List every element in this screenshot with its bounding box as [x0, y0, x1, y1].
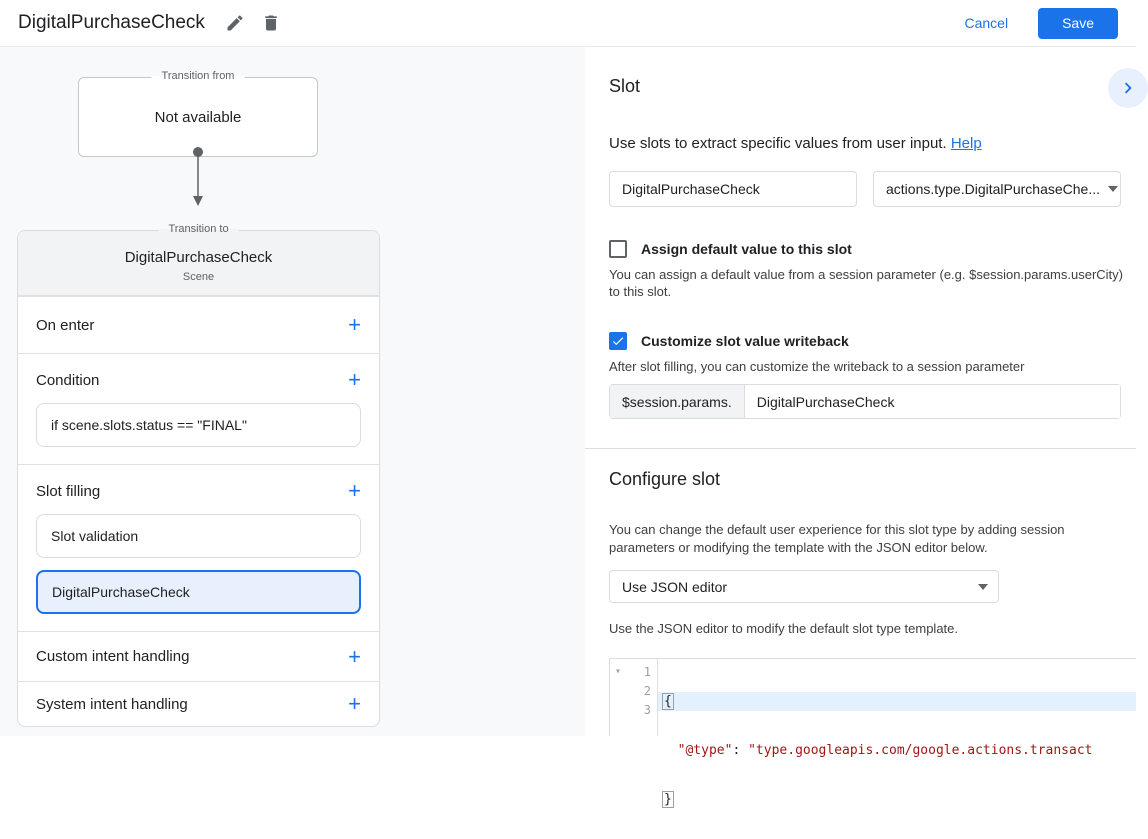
system-intent-row[interactable]: [18, 681, 379, 726]
add-slot-button[interactable]: [348, 480, 361, 502]
delete-scene-button[interactable]: [257, 9, 285, 37]
line-number: 2: [643, 683, 651, 698]
condition-chip[interactable]: if scene.slots.status == "FINAL": [36, 403, 361, 447]
custom-intent-row[interactable]: [18, 631, 379, 681]
scene-card-header[interactable]: [18, 223, 379, 296]
slot-fields-row: [609, 171, 1121, 207]
line-number: 1: [643, 664, 651, 679]
transition-from-tag: Transition from: [152, 70, 245, 82]
cancel-button[interactable]: Cancel: [964, 15, 1009, 31]
slot-type-select[interactable]: [873, 171, 1121, 207]
slot-filling-label: Slot filling: [36, 482, 101, 500]
plus-icon: +: [348, 643, 361, 669]
add-system-intent-button[interactable]: [348, 693, 361, 715]
code-line-3[interactable]: [658, 790, 1136, 809]
editor-mode-value: Use JSON editor: [622, 578, 728, 595]
help-link[interactable]: Help: [950, 135, 982, 152]
writeback-checkbox[interactable]: [609, 332, 627, 350]
slot-intro-text: [609, 135, 982, 152]
slot-name-input[interactable]: [609, 171, 857, 207]
edit-title-button[interactable]: [221, 9, 249, 37]
add-on-enter-button[interactable]: [348, 314, 361, 336]
fold-toggle-icon[interactable]: ▾: [614, 666, 622, 677]
transition-to-tag: Transition to: [158, 223, 238, 235]
editor-code-area[interactable]: [658, 659, 1136, 807]
assign-default-description: You can assign a default value from a session parameter (e.g. $session.params.userCity) to this slot.: [609, 267, 1124, 299]
editor-gutter: [610, 659, 658, 736]
slot-detail-panel: [585, 47, 1136, 807]
on-enter-label: On enter: [36, 316, 95, 334]
custom-intent-label: Custom intent handling: [36, 648, 190, 665]
json-colon: :: [732, 743, 749, 758]
pencil-icon: [225, 13, 245, 33]
scene-card: [17, 223, 380, 727]
writeback-value-input[interactable]: [745, 385, 1120, 418]
scene-type-label: Scene: [182, 271, 215, 283]
collapse-panel-button[interactable]: [1108, 68, 1148, 108]
slot-type-value: actions.type.DigitalPurchaseChe...: [886, 181, 1100, 197]
plus-icon: +: [348, 312, 361, 337]
assign-default-checkbox[interactable]: [609, 240, 627, 258]
intro-text: Use slots to extract specific values from user input.: [609, 135, 951, 152]
slot-filling-section: [18, 464, 379, 631]
flow-arrow-icon: [190, 145, 206, 209]
trash-icon: [261, 13, 281, 33]
transition-from-value: Not available: [154, 108, 242, 126]
slot-item-validation[interactable]: Slot validation: [36, 514, 361, 558]
condition-label: Condition: [36, 371, 100, 389]
panel-title: Slot: [609, 76, 641, 96]
assign-default-label: Assign default value to this slot: [641, 241, 852, 257]
dropdown-caret-icon: [978, 584, 988, 590]
json-key: "@type": [677, 743, 733, 758]
dropdown-caret-icon: [1108, 186, 1118, 192]
save-button[interactable]: Save: [1038, 8, 1118, 39]
indent: [662, 743, 678, 758]
plus-icon: +: [348, 367, 361, 392]
editor-hint-text: Use the JSON editor to modify the default slot type template.: [609, 621, 959, 636]
line-number: 3: [643, 702, 651, 717]
editor-mode-select[interactable]: [609, 570, 999, 603]
topbar-actions: [964, 8, 1118, 39]
checkmark-icon: [611, 334, 625, 348]
json-editor[interactable]: [609, 658, 1136, 807]
add-condition-button[interactable]: [348, 369, 361, 391]
slot-item-digitalpurchasecheck[interactable]: DigitalPurchaseCheck: [36, 570, 361, 614]
assign-default-row[interactable]: [609, 240, 852, 258]
on-enter-row[interactable]: [18, 296, 379, 353]
section-divider: [585, 448, 1136, 449]
system-intent-label: System intent handling: [36, 695, 188, 713]
add-custom-intent-button[interactable]: [348, 643, 361, 669]
configure-slot-title: Configure slot: [609, 469, 721, 489]
json-value: "type.googleapis.com/google.actions.transact: [748, 743, 1093, 758]
plus-icon: +: [348, 478, 361, 503]
top-bar: [0, 0, 1136, 47]
writeback-prefix: $session.params.: [610, 385, 745, 418]
scene-name: DigitalPurchaseCheck: [124, 249, 273, 266]
writeback-param-field: [609, 384, 1121, 419]
open-brace: {: [664, 694, 672, 709]
writeback-description: After slot filling, you can customize the writeback to a session parameter: [609, 359, 1025, 374]
page-title: DigitalPurchaseCheck: [18, 12, 205, 33]
chevron-right-icon: [1117, 77, 1139, 99]
condition-section: [18, 353, 379, 464]
code-line-1[interactable]: [658, 692, 1136, 711]
code-line-2[interactable]: [658, 741, 1136, 760]
scene-flow-canvas: [0, 47, 585, 736]
plus-icon: +: [348, 691, 361, 716]
writeback-row[interactable]: [609, 332, 849, 350]
close-brace: }: [664, 792, 672, 807]
configure-slot-description: You can change the default user experience for this slot type by adding session parameters or modifying the template with the JSON editor below.: [609, 522, 1065, 555]
writeback-label: Customize slot value writeback: [641, 333, 849, 349]
